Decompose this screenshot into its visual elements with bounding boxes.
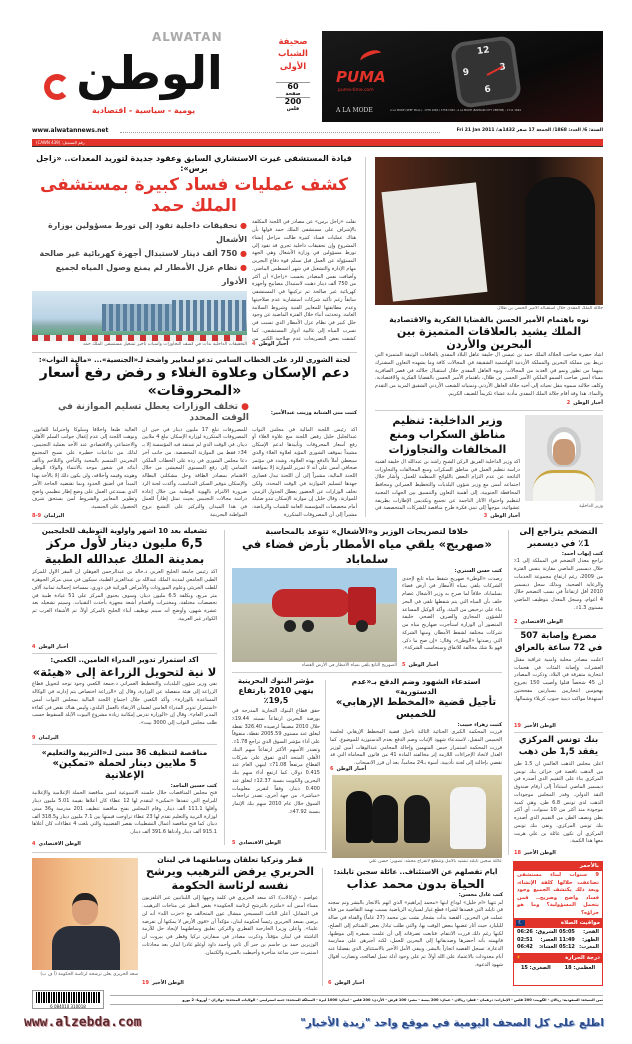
tanker-body: رصدت «الوطن» صهريج شفط مياه تابع لإحدى الشركات يلقي بمياه الأمطار في أرض فضاء بسلماباد، خلافاً لما صرح به وزير الأشغال عصام خلف بأن المياه التي يتم شفطها تلقى في البحر بناء على ترخيص من البيئة. وأكد الوكيل المساعد للشؤون المجاري والصرف الصحي خليفة المنصور أن الوزارة استأجرت صهاريج مياه من شركات مختلفة لشفط الأمطار، ومنها الشركة التي رصدتها «الوطن»، وقال: «إن صح ما ذكر، فهو بلا شك مخالفة للاتفاق وسنحاسب الشركة».: [402, 575, 502, 652]
section-divider: [32, 653, 217, 654]
tender-body: فتح مجلس المناقصات خلال جلسته الأسبوعية أمس مناقصة الحملة الإعلامية والإعلانية للبرامج التي تنفذها «تمكين» ليتقدم لها 12 عطاء كان أعلاها بقيمة 5.01 مليون دينار وأقلها 111.1 ألف دينار. وقام المجلس بفتح مناقصة تنظيف 201 مدرسة و36 مبنى لوزارة التربية والتعليم تقدم لها 23 عطاء تراوحت قيمتها بين 7.1 مليون دينار و318.5 ألف دينار، كما فتح مناقصة أعمال التشطيبات بقصر القضيبية والتي بلغت 4 عطاءات كان أعلاها 915.1 ألف دينار وأدناها 391.6 ألف دينار.: [32, 790, 217, 835]
page-number: 6: [328, 980, 332, 986]
testimony-story: [330, 677, 502, 773]
figure-shape: [372, 795, 398, 843]
bullet-icon: ●: [240, 263, 247, 273]
prayer-row: [558, 944, 600, 951]
tank-shape: [272, 589, 350, 617]
red-box-text: 9 سنوات لبناء مستشفى تضاعفت خلالها كلفة الإنشاء، وبعد ذلك يكتشف الجميع وجود فساد واضح وصريح.. فمن يتحمل المسؤولية؟ وما هو جزاؤه؟: [517, 872, 599, 916]
sidebar-box: [513, 861, 603, 986]
banks-headline[interactable]: ينهي 2010 بارتفاع 19,5٪: [238, 686, 314, 706]
watch-number: 12: [476, 45, 491, 57]
tunisia-body: أعلن مجلس الذهب العالمي أن 1.5 طن من الذهب ناقصة في خزائن بنك تونس المركزي بناء على التقييم الذي أصدره في ديسمبر الماضي استناداً إلى أرقام صندوق النقد الدولي. وقدر المجلس موجودات الذهب لدى تونس 6.8 طن، وهي كمية موجودة منذ أكثر من 10 سنوات، أي أكثر بطن ونصف الطن من التقييم الذي أصدره بنك تونس المركزي. ونفى بنك تونس المركزي أن تكون عائلة بن علي هربت معها هذا الكمية.: [514, 760, 603, 845]
family-photo: [332, 775, 502, 858]
tanker-kicker: خلافاً لتصريحات الوزير و«الأشغال» تتوعد بالمحاسبة: [265, 527, 469, 536]
dateline: السنة: 6/ العدد: 1868/ الجمعة 17 صفر 1432هـ/ Fri 21 Jan 2011: [456, 128, 603, 133]
interior-body: أكد وزير الداخلية الفريق الركن الشيخ راشد بن عبدالله آل خليفة أهمية دراسة تنظيم العمل في مناطق السكراب ومنع المخالفات والتجاوزات الناتجة عن عدم التزام البعض باللوائح المنظمة للعمل. وأشار خلال اجتماعه أمس مع وزير شؤون البلديات والتخطيط العمراني ومحافظ المحافظة الجنوبية، إلى أهمية التعاون والتنسيق بين الجهات المعنية لتنظيم واحتواء الآثار الناجمة عن تجميع وتكديس الإطارات بطريقة عشوائية، موجهاً إلى تبني فكرة طرح مناقصة للشركات المتخصصة في: [375, 458, 520, 512]
pages-number: 60: [287, 82, 299, 91]
iraq-story: [514, 631, 603, 730]
dotted-rule: [120, 132, 440, 133]
puma-logo: PUMA: [336, 68, 386, 86]
section-divider: [514, 732, 603, 733]
temp-value: 18: [564, 964, 572, 971]
bullet-item: [32, 261, 247, 289]
banner-url[interactable]: www.alzebda.com: [24, 1015, 142, 1030]
agriculture-kicker: أكد استمرار تدوير المدراء العامين.. الكعبي:: [50, 656, 199, 664]
figure-shape: [450, 787, 486, 849]
barcode: [32, 990, 104, 1009]
interior-headline[interactable]: وزير الداخلية: تنظيم مناطق السكراب ومنع المخالفات والتجاوزات: [388, 414, 507, 456]
shura-col: [32, 427, 137, 520]
bullet-item: [32, 247, 247, 261]
section-label: البرلمان: [38, 735, 59, 741]
bullet-icon: ●: [241, 402, 249, 413]
watch-number: 3: [498, 62, 507, 74]
logo-english: ALWATAN: [152, 30, 223, 44]
shura-subhead: [32, 402, 249, 425]
prayer-row: [516, 937, 558, 944]
section-label: أخبار الوطن: [408, 662, 439, 668]
hariri-kicker: قطر وتركيا تعلقان وساطتهما في لبنان: [157, 855, 303, 864]
section-divider: [375, 410, 603, 411]
price-number: 200: [276, 97, 310, 107]
lead-footer[interactable]: [252, 341, 356, 348]
column-divider: [365, 157, 366, 517]
iraq-body: أعلنت مصادر محلية وأمنية عراقية مقتل العشرات وإصابة المئات في هجمات انتحارية متفرقة في البلاد. وذكرت المصادر أن 45 شخصاً قتلوا وأصيب 150 بجروح بهجومين انتحاريين بسيارتين مفخختين استهدفا مواكب دينية جنوب كربلاء وشمالها.: [514, 656, 603, 702]
hariri-caption: سعد الحريري يعلن ترشحه لرئاسة الحكومة (أ ف ب): [40, 972, 138, 977]
section-label: الوطن الاقتصادي: [38, 841, 81, 847]
section-divider: [32, 852, 327, 853]
temp-label: الصغرى:: [529, 964, 551, 971]
wheel-shape: [302, 620, 314, 632]
tanker-caption: الصهريج التابع يلقي بمياه الأمطار في الأرض الفضاء: [301, 663, 397, 669]
family-kicker: أيام تفصلهم عن الاستئناف.. عائلة سجين تايلند:: [333, 868, 498, 876]
section-label: أخبار الوطن: [573, 400, 603, 406]
temperature-row: [514, 963, 602, 972]
tunisia-story: [514, 735, 603, 857]
testimony-headline[interactable]: تأجيل قضية «المخطط الإرهابي» للخميس: [335, 696, 497, 720]
shura-col: [252, 427, 357, 520]
red-box-title: بالأحمر: [514, 862, 602, 871]
minister-caption: وزير الداخلية: [579, 504, 603, 509]
lead-body: نقلت «زاجل برس» عن مصادر في اللجنة المكلفة بالإشراف على مستشفى الملك حمد قولها بأن هناك عمليات فساد كبيرة طالت مراحل إنشاء المشروع وإن تحقيقات داخلية تجري قد تقود إلى تورط مسؤولين في وزارة الأشغال وهي الجهة المسؤولة عن العمل قبل تسلم قوة دفاع البحرين مهام الإدارة والتشغيل في شهر أغسطس الماضي. وأضافت نفس المصادر بحسب «زاجل» أن أكثر من 750 ألف دينار ذهبت لاستبدال مصابيح وأجهزة كهربائية غير صالحة تم تركيبها في المستشفى سابقاً رغم تأكيد شركات استشارية عدم صلاحيتها وعدم مطابقتها للمعايير الفنية وشروط السلامة العامة. وتحدثت أنباء خلال الفترة الماضية عن وجود خلل كبير في نظام عزل الأمطار الذي تسبب في تسرب المياه إلى غالبية أدوار المستشفى، كما كشفت بعض التصريحات عدم صلاحية الكثير من: [252, 219, 356, 341]
temp-value: 15: [520, 964, 528, 971]
license: رقم التسجيل: (CAWN 439): [36, 140, 85, 145]
page-number: 3: [483, 513, 488, 519]
lead-text-column: [252, 219, 356, 348]
section-divider: [32, 352, 357, 353]
agriculture-footer[interactable]: [32, 735, 217, 742]
section-label: الوطن الاقتصادي: [520, 619, 563, 625]
price-list: ثمن النسخة: السعودية: ريالان - الكويت: 200 فلس - الإمارات: درهمان - قطر: ريالان - عمان: 200 بيسة - مصر: 100 قرش - الأردن: 200 فلس - لبنان: 1000 ليرة - المملكة المتحدة: جنيه استرليني - الولايات المتحدة: دولاران - أوروبا: 2 يورو: [110, 995, 603, 1005]
prayer-header: [514, 918, 602, 928]
lead-caption: التحقيقات الداخلية بدأت في كشف التجاوزات وأسباب تأخير تشغيل مستشفى الملك حمد: [82, 342, 247, 348]
prayer-row: [558, 929, 600, 936]
banner-text: اطلع على كل الصحف اليومية في موقع واحد "زبدة الأخبار": [300, 1017, 604, 1029]
family-body: لم تتهيأ «أم خليل» لوداع ابنها «محمد إبراهيم» الذي اتهم بالاتجار بالبشر وتم سجنه في تايلند التي قصدها لشراء قطع غيار لسيارته الرياضية بسبب تهمة التقاضية من فتاة عملت في البحرين. القصة بدأت بشجار نشب بين محمد (27 عاماً) والفتاة في صالة للبليارد حيث أثار غضبها ببعض الوقت بها، والتي طلب تبادل بعض الشتائم إلى الصلح، لكنها رغم ذلك قررت الانتقام. فتابعت تصرفاته إلى أن علمت بسفره إلى موطنها، فاتهمته بأنه أحضرها وصديقاتها إلى البحرين للعمل، لكنه أجبرهن على ممارسة الدعارة. تسجل القضية اتجاراً بالبشر. ويبقى الأمل الأخير بالاستئناف الذي يفصلنا عنه أيام معدودات بالاعتماد على الله أولاً، ثم على وجود أدلة تميل لصالحه، وتضارب أقوال شهود الدعوة.: [328, 899, 503, 968]
lead-media-column: [32, 219, 247, 348]
temp-max: [565, 965, 595, 972]
page-number: 9: [32, 735, 36, 741]
section-label: الوطن الأخير: [151, 980, 184, 986]
tender-story: [32, 748, 217, 848]
section-label: الوطن الاقتصادي: [238, 840, 281, 846]
lead-row: [32, 219, 356, 348]
king-footer[interactable]: [375, 400, 603, 407]
page-number: 5: [402, 662, 406, 668]
page-number: 5: [232, 840, 236, 846]
slogan-line: صحيفة: [278, 37, 308, 47]
tunisia-footer[interactable]: [514, 850, 603, 857]
building-shape: [172, 300, 246, 331]
family-footer[interactable]: [328, 980, 503, 987]
testimony-body: قررت المحكمة الكبرى الجنائية الثالثة تأجيل قضية المخطط الإرهابي لجلسة الخميس المقبل، لاستدعاء شهود الإثبات وضم الدفع بعدم الدستورية للموضوع. كما قررت المحكمة استمرار حبس المتهمين وإحالة المحامي عبدالوهاب أمين لوزير العدل لاتخاذ الإجراءات اللازمة إثر مخالفته المادة 41 من قانون المحاماة التي قد تقضي بإحالته إلى لجنة تأديبية، أسوة بـ24 محامياً، بعد أن قرر الانسحاب.: [330, 729, 502, 766]
king-headline[interactable]: الملك يشيد بالعلاقات المتميزة بين البحرين والأردن: [396, 324, 582, 352]
banks-story: [232, 677, 320, 847]
prayer-time: 06:42: [517, 944, 533, 950]
website[interactable]: www.alwatannews.net: [32, 127, 109, 134]
page-number: 6: [330, 766, 334, 772]
moon-icon: ☾: [518, 920, 523, 926]
testimony-byline: كتبت زهراء حبيب:: [457, 721, 502, 728]
road-shape: [32, 335, 247, 341]
medical-kicker: تشغيله بعد 10 أشهر وأولوية التوظيف للخليجيين: [41, 527, 208, 535]
tanker-row: [232, 568, 502, 669]
slogan-line: الأولى: [279, 61, 307, 72]
banks-body: حقق قطاع البنوك التجارية المدرجة في بورصة البحرين ارتفاعاً نسبته 19.44٪ خلال 2010 مضيفاً لرصيده 326.40 نقطة ليغلق عند مستوى 2005.59 نقطة، متفوقاً على أداء مؤشر السوق الذي تراجع 1.78٪. وتصدر الأسهم الأكثر ارتفاعاً سهم البنك الأهلي المتحد الذي تفوق على شركات القطاع مرتفعاً 71.08٪ لينهي العام عند 0.415 دولار، كما ارتفع أداء سهم بنك البحرين والكويت بنسبة 12.37٪ ليغلق عند 0.400 دينار، وفقاً لتقرير معلومات «مباشر». من جهة أخرى، تصدر تراجعات السوق خلال عام 2010 سهم بنك الإثمار بنسبة 47.92٪.: [232, 708, 320, 815]
tender-kicker: مناقصة لتنظيف 36 مبنى لـ«التربية والتعليم»: [41, 748, 208, 757]
prayer-name: العشاء:: [539, 944, 557, 950]
shura-headline[interactable]: دعم الإسكان وعلاوة الغلاء و رفض رفع أسعار «المحروقات»: [39, 365, 350, 399]
bullet-text: 750 ألف دينار لاستبدال أجهزة كهربائية غير صالحة: [39, 249, 238, 259]
section-label: أخبار الوطن: [38, 644, 69, 650]
column-divider: [322, 868, 323, 986]
bullet-icon: ●: [240, 221, 247, 231]
family-caption: عائلة سجين تايلند تشتيد بالأمل وتتطلع لانفراج محنته. تصوير: حسن علي: [368, 859, 502, 864]
inflation-headline[interactable]: التضخم يتراجع إلى 1٪ في ديسمبر: [519, 527, 598, 549]
figure-shape: [404, 795, 430, 843]
slogan-line: الشباب: [278, 49, 308, 60]
promo-banner[interactable]: [0, 1012, 632, 1044]
testimony-kicker: استدعاء الشهود وضم الدفع بـ«عدم الدستورية»: [351, 677, 481, 696]
shura-subrow: [32, 402, 357, 425]
medical-body: أكد رئيس جامعة الخليج العربي د.خالد بن عبدالرحمن العوهلي أن المقر الأول للمركز الطبي الجامعي لمدينة الملك عبدالله بن عبدالعزيز الطبية، سيكون في مبنى مركز الجوهرة للطب الجزيئي وعلوم الموروثات والأمراض الوراثية في دوري، بمساحة إجمالية ثمانية آلاف متر مربع، وبكلفة 6.5 مليون دينار، وسوف يحتوي المركز على 51 عيادة طبية في تخصصات مختلفة، ومختبرات وأقسام أشعة مجهزة بأحدث التقنيات. وسيتم تشغيله بعد عشرة شهور، وأوضح أنه سيتم توظيف أبناء الخليج بالمركز أولاً، ثم الأشقاء العرب ثم الكوادر غير العربية.: [32, 569, 217, 622]
page-number: 4: [32, 841, 36, 847]
family-byline: كتب عادل محسن:: [458, 892, 503, 899]
watch-image: [450, 35, 523, 109]
figure-shape: [346, 791, 372, 843]
shura-column: أكد رئيس اللجنة المالية في مجلس النواب عبدالجليل خليل رفض اللجنة منع علاوة الغلاء أو رفع أسعار المحروقات وتأييدها لدعم الإسكان مشيداً بموقف الشورى المؤيد لعلاوة الغلاء والذي سيعطي أملاً بالدفع بهذه العلاوة. وشدد في مؤتمر صحافي أمس على أنه لا تمرير للموازنة إلا بموافقة اللجنة المالية، مشيراً إلى أن اللجنة تبذل قصارى جهدها لتسليم الموازنة في الوقت المحدد، ولكن تخلف الوزارات عن الحضور يعطل الجدول الزمني للموازنة. وقال خليل إن موازنة الإسكان تبدو ضئيلة أمام مخصصات المؤسسة العامة للشباب والرياضة، مشيراً إلى أن المصروفات المتكررة: [252, 426, 357, 518]
minister-photo: [525, 415, 603, 501]
prayer-row: [516, 944, 558, 951]
hariri-story: [142, 855, 318, 987]
testimony-footer[interactable]: [330, 766, 502, 773]
prayer-time: 11:49: [559, 936, 575, 943]
person-shape: [525, 177, 595, 305]
painting-shape: [382, 182, 488, 301]
medical-headline[interactable]: 6,5 مليون دينار لأول مركز بمدينة الملك عبدالله الطبية: [44, 536, 205, 566]
store-contact: A LA MODE (SEEF MALL) - 1758 1660 / 1758 1393 - A LA MODE (BAHRAIN CITY CENTRE) - 1711 1694: [390, 109, 521, 112]
tender-byline: كتب حسين الماجد:: [170, 782, 217, 789]
lead-story: [32, 154, 356, 348]
shura-kicker: لجنة الشورى للرد على الخطاب السامي تدعو لمعايير واضحة لـ«الجنسية»... «مالية النواب»:: [38, 356, 351, 364]
tanker-text-column: [402, 568, 502, 669]
tender-headline[interactable]: 5 ملايين دينار لحملة «تمكين» الإعلانية: [52, 757, 197, 782]
tagline: يومية - سياسية - اقتصادية: [92, 106, 196, 115]
puma-site: puma-time.com: [338, 88, 374, 93]
section-divider: [514, 628, 603, 629]
robe-shape: [533, 470, 595, 501]
tanker-headline[interactable]: «صهريج» يلقي مياه الأمطار بأرض فضاء في سلماباد: [242, 537, 492, 566]
prayer-row: [516, 929, 558, 936]
prayer-name: الظهر:: [582, 936, 599, 943]
cab-shape: [348, 587, 376, 625]
watch-number: 6: [483, 84, 492, 96]
king-caption: جلالة الملك المفدى خلال استقباله الأمير الحسن بن طلال: [497, 306, 603, 311]
prayer-time: 02:51: [517, 936, 533, 943]
banks-kicker: مؤشر البنوك البحرينية: [237, 677, 315, 685]
page-number: 9-8: [32, 513, 42, 519]
tunisia-headline[interactable]: بنك تونس المركزي يفقد 1,5 طن ذهب: [518, 735, 599, 757]
king-story: [375, 306, 603, 407]
puma-cat-icon: [359, 48, 384, 67]
agriculture-headline[interactable]: لا نية لتحويل الزراعة إلى «هيئة»: [32, 665, 217, 680]
logo: الوطن: [76, 46, 223, 100]
hariri-photo: [32, 858, 138, 970]
temperature-title: درجة الحرارة: [565, 954, 600, 961]
tender-footer[interactable]: [32, 841, 217, 848]
price-label: فلس: [286, 106, 300, 113]
page-number: 19: [142, 980, 149, 986]
banks-footer[interactable]: [232, 840, 320, 847]
section-label: الوطن الأخير: [523, 850, 556, 856]
page-number: 2: [566, 400, 571, 406]
shura-story: [32, 356, 357, 520]
prayer-time: 05:05: [559, 929, 575, 935]
puma-ad[interactable]: [322, 31, 603, 122]
temp-min: [521, 965, 551, 972]
hospital-photo: [32, 291, 247, 341]
page-count: [276, 82, 310, 113]
section-label: أخبار الوطن: [258, 341, 289, 347]
inflation-byline: كتب إيهاب أحمد:: [561, 550, 603, 557]
inflation-body: تراجع معدل التضخم في المملكة إلى 1٪ خلال ديسمبر الماضي مقارنة بنفس الفترة من 2009، رغم ارتفاع مجموعة الخدمات والرعاية الصحية. وبذلك سجل ديسمبر 2010 أقل ارتفاعاً في نسب التضخم خلال 4 أعوام، وسجل المعدل بتوظيف الماضي مستوى 1.3٪.: [514, 558, 603, 611]
barcode-lines: [36, 992, 100, 1003]
medical-footer[interactable]: [32, 644, 217, 651]
tanker-story: [232, 527, 502, 669]
prayer-name: الشروق:: [535, 929, 557, 935]
face-shape: [553, 439, 575, 465]
section-label: البرلمان: [44, 513, 65, 519]
barcode-number: 6 084010 310018: [50, 1004, 86, 1009]
section-label: أخبار الوطن: [490, 513, 520, 519]
bullet-item: [32, 219, 247, 247]
tanker-byline: كتب حسن الستري:: [454, 568, 502, 575]
lead-headline[interactable]: كشف عمليات فساد كبيرة بمستشفى الملك حمد: [39, 174, 349, 217]
hariri-body: عواصم - (وكالات): أكد سعد الحريري في كلمة وجهها إلى اللبنانيين عبر التلفزيون مساء أمس أنه «ملتزم بالترشح لرئاسة الحكومة» بغض النظر عن مناخات الترهيب. في المقابل، أعلن النائب المسيحي ميشال عون المتحالف مع «حزب الله» أنه لن يرضى بسعد الحريري رئيساً لحكومة لبنان، مؤكداً أن «قوى الأرض لا يمكنها أن تفرضه علينا». وأعلن وزيرا الخارجية القطري والتركي تعليق وساطتهما لإيجاد حل للأزمة الناشئة في لبنان مؤقتاً، وذكرت مصادر في سفارتي تركيا وقطر في بيروت أن الوزيرين حمد بن جاسم بن جبر آل ثاني وأحمد داود أوغلو غادرا لبنان بعد محادثات استمرت حتى ساعة متأخرة وأحيطت بالسرية والكتمان.: [142, 895, 318, 956]
temp-label: العظمى:: [573, 964, 596, 971]
king-body: أشاد حضرة صاحب الجلالة الملك حمد بن عيسى آل خليفة عاهل البلاد المفدى بالعلاقات الوثيقة المتميزة التي تربط بين مملكة البحرين والمملكة الأردنية الهاشمية الشقيقة في المجالات كافة وما يشهده التعاون المشترك بينهما من تطور ونمو في العديد من المجالات. ونوه العاهل المفدى خلال استقبال جلالته في قصر الصافرية مساء أمس صاحب السمو الملكي الأمير الحسن بن طلال، باهتمام الأمير الحسن بالقضايا الفكرية والاقتصادية. وكلف جلالته سموه بنقل تحياته إلى أخيه جلالة العاهل الأردني وتمنياته للشعب الأردني الشقيق المزيد من التقدم والنماء. هذا وقد أقام جلالة الملك المفدى مأدبة عشاء تكريماً للضيف الكريم.: [375, 352, 603, 397]
shura-columns: [32, 427, 357, 520]
prayer-times: [514, 928, 602, 952]
king-kicker: نوه باهتمام الأمير الحسن بالقضايا الفكرية والاقتصادية: [389, 314, 589, 324]
medical-story: [32, 527, 217, 651]
pages-label: صفحة: [285, 90, 301, 97]
agriculture-story: [32, 656, 217, 742]
suit-shape: [52, 926, 120, 970]
watch-number: 9: [462, 67, 470, 79]
prayer-name: المغرب:: [579, 944, 599, 950]
wheel-shape: [284, 620, 296, 632]
page-number: 19: [514, 723, 521, 729]
shura-column: العالية طبعاً وأخلاقاً وسلوكاً واحتراماً للقانون. ونوهت اللجنة إلى عدم إغفال جوانب السلم الأهلي والاجتماعي والاقتصادي عند الأخذ بعملية التجنيس، لذلك من تداعيات خطيرة على نسيج المجتمع البحريني المتسم بالمحبة والتآخي والتلاحم وتآلف أبنائه في شعور موحد بالانتماء والولاء للوطن وهويته وقيمه وأخلاقه، ولن يكون ذلك إلا بالأخذ بهذا المبدأ في أضيق الحدود وبما تقتضيه الحاجة الأمر الذي يستدعي العمل على وضع إطار تنظيمي واضح وتطوير المعايير والشروط لمن يستحق شرف الحصول على الجنسية.: [32, 426, 137, 511]
section-label: أخبار الوطن: [334, 980, 365, 986]
bullet-text: تحقيقات داخلية تقود إلى تورط مسؤولين بوزارة الأشغال: [48, 221, 247, 245]
prayer-title: مواقيت الصلاة: [560, 920, 600, 926]
subhead-text: تخلف الوزارات يعطل تسليم الموازنة في الوقت المحدد: [57, 402, 249, 424]
section-divider: [232, 672, 502, 673]
tanker-footer[interactable]: [402, 662, 502, 669]
section-divider: [32, 744, 217, 745]
logo-swirl-icon: [44, 74, 70, 100]
column-divider: [325, 680, 326, 850]
king-photo: [375, 157, 603, 305]
bullet-icon: ●: [240, 249, 247, 259]
shura-byline: كتبت منى الشتابة وزينب عبدالأمير:: [270, 409, 357, 416]
inflation-story: [514, 527, 603, 626]
family-story: [328, 868, 503, 987]
section-label: أخبار الوطن: [336, 766, 367, 772]
page-number: 4: [252, 341, 256, 347]
page-number: 2: [514, 619, 518, 625]
prayer-name: العصر:: [540, 936, 557, 943]
tanker-photo: [232, 568, 397, 662]
hariri-footer[interactable]: [142, 980, 318, 987]
prayer-row: [558, 937, 600, 944]
page-number: 18: [514, 850, 521, 856]
family-headline[interactable]: الحياة بدون محمد عذاب: [346, 877, 485, 892]
prayer-name: الفجر:: [583, 929, 599, 935]
shura-column: للمصروفات تبلغ 17 مليون دينار في حين أن المصروفات المتكررة لوزارة الإسكان تبلغ 4 ملايين دينار، في الوقت الذي لم تستفد فيه المؤسسة إلا بـ 34٪ فقط من الموازنة المخصصة. من جانب آخر دعا مجلس الشورى في رده على الخطاب الملكي السامي إلى رفع المستوى المعيشي من خلال الاهتمام بمصادر الطاقة وحل مشكلتي البطالة والإسكان بتوفير السكن المناسب، وأكدت لجنة الرد ضرورة الالتزام بالهوية الوطنية من خلال إعادة دراسة مجالات التجنيس بحيث تمثل إطاراً للعمل في هذا الميدان والتركيز على التشبع بروح المواطنة البحرينية: [142, 426, 247, 518]
slogan: [272, 36, 314, 73]
iraq-headline[interactable]: مصرع وإصابة 507 في 72 ساعة بالعراق: [514, 631, 603, 653]
building-shape: [102, 304, 172, 331]
prayer-time: 05:12: [559, 944, 575, 950]
temperature-header: [514, 953, 602, 963]
agriculture-body: نفى وزير شؤون البلديات والتخطيط العمراني د.جمعة الكعبي وجود توجه لتحويل قطاع الزراعة إلى هيئة منفصلة عن الوزارة، وقال إن «الزراعة اختصاص يتم إدارته في الوكالة المساعدة بالوزارة». وأكد الكعبي خلال اجتماع اللجنة المالية بمجلس النواب أمس «استمرار تدوير المدراء العامين لضمان الارتقاء بالعمل البلدي، وليس هناك نقص في كفاءة المدير العام». وقال إن «الوزارة تدرس إمكانية زيادة مشروع البيوت الآيلة للسقوط حسب طلب مجلس النواب إلى 3000 بيت».: [32, 681, 217, 727]
store-logo: A LA MODE: [336, 107, 373, 114]
bullet-text: نظام عزل الأمطار لم يمنع وصول المياه لجميع الأدوار: [55, 263, 247, 287]
page-number: 4: [32, 644, 36, 650]
lead-bullets: [32, 219, 247, 289]
section-divider: [32, 523, 603, 524]
column-divider: [224, 530, 225, 845]
hariri-headline[interactable]: الحريري يرفض الترهيب ويرشح نفسه لرئاسة الحكومة: [146, 864, 314, 893]
masthead: [32, 30, 272, 125]
interior-story: [375, 414, 520, 520]
inflation-footer[interactable]: [514, 619, 603, 626]
wheel-shape: [356, 620, 368, 632]
red-bar: [32, 139, 603, 147]
tanker-media-column: [232, 568, 397, 669]
lead-kicker: قيادة المستشفى غيرت الاستشاري السابق وعقود جديدة لتوريد المعدات.. «زاجل برس»:: [36, 154, 352, 174]
column-divider: [508, 530, 509, 855]
shura-col: [142, 427, 247, 520]
sun-icon: ☀: [516, 954, 521, 961]
iraq-footer[interactable]: [514, 723, 603, 730]
section-label: الوطن الأخير: [523, 723, 556, 729]
interior-footer[interactable]: [375, 513, 520, 520]
prayer-time: 06:26: [517, 929, 533, 935]
shura-footer[interactable]: [32, 513, 137, 520]
head-shape: [72, 893, 98, 925]
